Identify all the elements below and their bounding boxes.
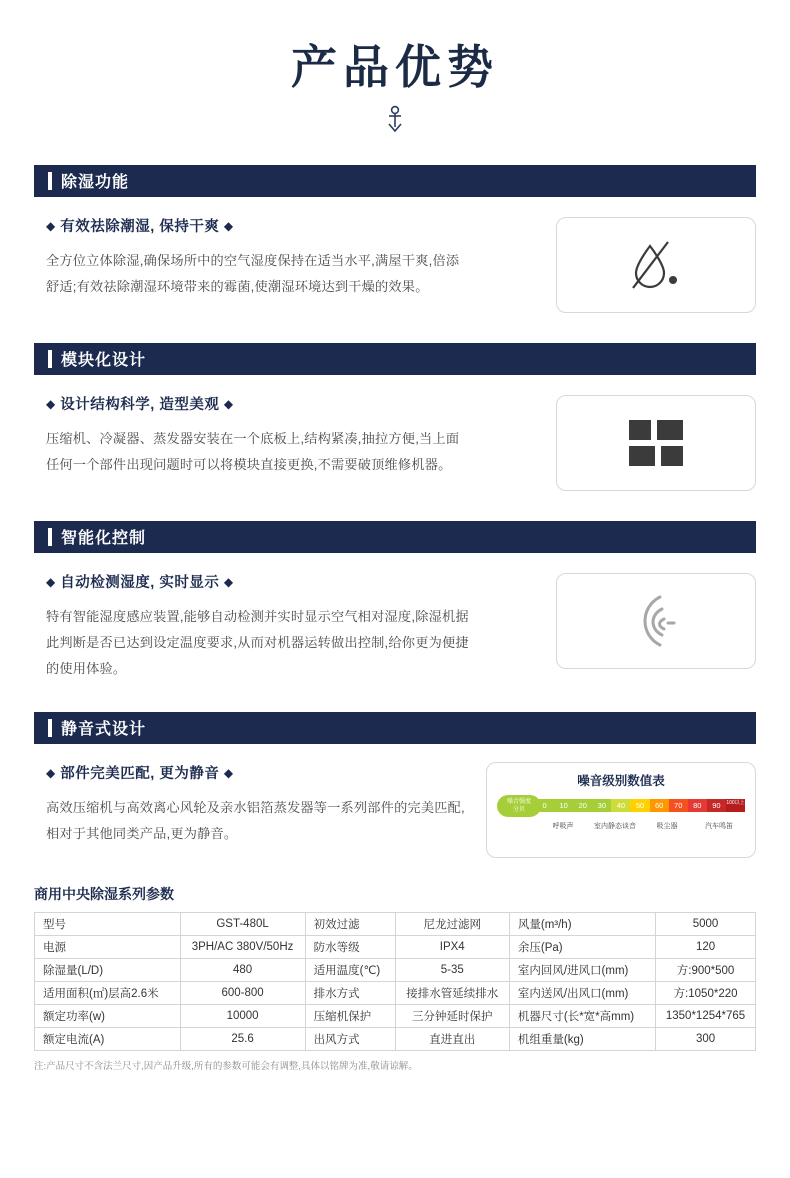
table-cell-label: 型号 xyxy=(35,912,181,935)
noise-tick: 80 xyxy=(688,799,707,812)
signal-waves-icon xyxy=(630,593,682,649)
section-paragraph: 高效压缩机与高效离心风轮及亲水铝箔蒸发器等一系列部件的完美匹配,相对于其他同类产品,更为静音。 xyxy=(46,799,465,841)
section-body-modular xyxy=(34,393,756,491)
noise-annotation: 汽车鸣笛 xyxy=(705,822,733,830)
table-row xyxy=(35,958,756,981)
section-paragraph: 特有智能湿度感应装置,能够自动检测并实时显示空气相对湿度,除湿机据此判断是否已达到设定温度要求,从而对机器运转做出控制,给你更为便捷的使用体验。 xyxy=(46,608,469,676)
table-cell-label: 适用温度(℃) xyxy=(305,958,395,981)
table-cell-value: 25.6 xyxy=(180,1027,305,1050)
table-cell-value: 方:900*500 xyxy=(656,958,756,981)
diamond-icon: ◆ xyxy=(46,218,56,233)
diamond-icon: ◆ xyxy=(223,396,234,411)
table-cell-label: 排水方式 xyxy=(305,981,395,1004)
section-subhead-text: 有效祛除潮湿, 保持干爽 xyxy=(60,218,220,235)
table-cell-value: GST-480L xyxy=(180,912,305,935)
noise-annotation: 吸尘器 xyxy=(656,822,678,830)
table-cell-label: 出风方式 xyxy=(305,1027,395,1050)
section-smart-control xyxy=(34,521,756,682)
table-cell-value: IPX4 xyxy=(395,935,509,958)
table-cell-label: 室内送风/出风口(mm) xyxy=(509,981,655,1004)
section-silent-design xyxy=(34,712,756,858)
spec-title: 商用中央除湿系列参数 xyxy=(34,885,174,902)
diamond-icon: ◆ xyxy=(223,574,234,589)
table-cell-label: 初效过滤 xyxy=(305,912,395,935)
page-header xyxy=(0,0,790,135)
noise-tick: 50 xyxy=(630,799,649,812)
table-cell-value: 300 xyxy=(656,1027,756,1050)
bar-tick-icon xyxy=(48,528,52,546)
section-paragraph: 全方位立体除湿,确保场所中的空气湿度保持在适当水平,满屋干爽,倍添舒适;有效祛除潮湿环境带来的霉菌,使潮湿环境达到干燥的效果。 xyxy=(46,252,460,294)
section-subhead xyxy=(46,762,468,783)
section-bar-dehumidify xyxy=(34,165,756,197)
noise-tick: 100以上 xyxy=(726,799,745,812)
noise-tick: 40 xyxy=(611,799,630,812)
diamond-icon: ◆ xyxy=(223,218,234,233)
table-cell-value: 480 xyxy=(180,958,305,981)
illustration-signal-waves xyxy=(556,573,756,669)
page-title: 产品优势 xyxy=(291,40,499,94)
illustration-no-water-drop xyxy=(556,217,756,313)
noise-tick-strip xyxy=(535,799,745,812)
table-cell-value: 三分钟延时保护 xyxy=(395,1004,509,1027)
noise-annotation: 呼吸声 xyxy=(552,822,574,830)
noise-tick: 0 xyxy=(535,799,554,812)
section-paragraph: 压缩机、冷凝器、蒸发器安装在一个底板上,结构紧凑,抽拉方便,当上面任何一个部件出现问题时可以将模块直接更换,不需要破顶维修机器。 xyxy=(46,430,460,472)
table-row xyxy=(35,935,756,958)
section-bar-silent-design xyxy=(34,712,756,744)
table-cell-value: 尼龙过滤网 xyxy=(395,912,509,935)
diamond-icon: ◆ xyxy=(46,574,56,589)
noise-tick: 60 xyxy=(650,799,669,812)
noise-tick: 10 xyxy=(554,799,573,812)
table-cell-label: 机器尺寸(长*宽*高mm) xyxy=(509,1004,655,1027)
section-dehumidify xyxy=(34,165,756,313)
table-cell-value: 5-35 xyxy=(395,958,509,981)
section-text xyxy=(34,393,556,478)
bar-tick-icon xyxy=(48,719,52,737)
section-subhead-text: 部件完美匹配, 更为静音 xyxy=(60,765,220,782)
noise-level-chart xyxy=(486,762,756,858)
table-cell-label: 风量(m³/h) xyxy=(509,912,655,935)
spec-table xyxy=(34,912,756,1051)
section-modular xyxy=(34,343,756,491)
spec-table-body xyxy=(35,912,756,1050)
section-bar-smart-control xyxy=(34,521,756,553)
table-cell-label: 适用面积(㎡)层高2.6米 xyxy=(35,981,181,1004)
diamond-icon: ◆ xyxy=(46,765,56,780)
noise-intensity-badge: 噪音强度 分贝 xyxy=(497,795,541,817)
table-cell-label: 机组重量(kg) xyxy=(509,1027,655,1050)
noise-tick: 90 xyxy=(707,799,726,812)
section-body-dehumidify xyxy=(34,215,756,313)
four-squares-icon xyxy=(629,420,683,466)
section-body-smart-control xyxy=(34,571,756,682)
spec-note: 注:产品尺寸不含法兰尺寸,因产品升级,所有的参数可能会有调整,具体以铭牌为准,敬请谅解。 xyxy=(34,1060,418,1072)
table-cell-value: 5000 xyxy=(656,912,756,935)
no-water-drop-icon xyxy=(628,236,684,294)
table-cell-label: 室内回风/进风口(mm) xyxy=(509,958,655,981)
section-bar-label: 智能化控制 xyxy=(61,530,147,548)
table-cell-label: 除湿量(L/D) xyxy=(35,958,181,981)
table-cell-label: 额定电流(A) xyxy=(35,1027,181,1050)
diamond-icon: ◆ xyxy=(46,396,56,411)
section-subhead-text: 自动检测湿度, 实时显示 xyxy=(60,574,220,591)
section-bar-label: 除湿功能 xyxy=(61,174,130,192)
table-cell-value: 3PH/AC 380V/50Hz xyxy=(180,935,305,958)
noise-tick: 30 xyxy=(592,799,611,812)
section-bar-modular xyxy=(34,343,756,375)
section-text xyxy=(34,762,486,847)
table-row xyxy=(35,1004,756,1027)
section-subhead xyxy=(46,393,538,414)
table-row xyxy=(35,981,756,1004)
table-row xyxy=(35,1027,756,1050)
anchor-icon xyxy=(0,105,790,135)
noise-annotations xyxy=(497,821,745,831)
noise-annotation: 室内静态谈音 xyxy=(594,822,636,830)
noise-tick: 70 xyxy=(669,799,688,812)
diamond-icon: ◆ xyxy=(223,765,234,780)
section-bar-label: 静音式设计 xyxy=(61,721,147,739)
table-row xyxy=(35,912,756,935)
section-subhead xyxy=(46,215,538,236)
bar-tick-icon xyxy=(48,350,52,368)
section-subhead xyxy=(46,571,538,592)
table-cell-label: 压缩机保护 xyxy=(305,1004,395,1027)
illustration-four-squares xyxy=(556,395,756,491)
section-text xyxy=(34,571,556,682)
noise-tick: 20 xyxy=(573,799,592,812)
table-cell-label: 额定功率(w) xyxy=(35,1004,181,1027)
noise-scale xyxy=(497,795,745,817)
table-cell-value: 600-800 xyxy=(180,981,305,1004)
noise-chart-title: 噪音级别数值表 xyxy=(577,773,665,788)
table-cell-label: 余压(Pa) xyxy=(509,935,655,958)
section-body-silent-design xyxy=(34,762,756,858)
table-cell-value: 方:1050*220 xyxy=(656,981,756,1004)
section-subhead-text: 设计结构科学, 造型美观 xyxy=(60,396,220,413)
section-bar-label: 模块化设计 xyxy=(61,352,147,370)
spec-section xyxy=(34,884,756,1072)
table-cell-value: 直进直出 xyxy=(395,1027,509,1050)
bar-tick-icon xyxy=(48,172,52,190)
table-cell-value: 120 xyxy=(656,935,756,958)
table-cell-label: 电源 xyxy=(35,935,181,958)
table-cell-value: 1350*1254*765 xyxy=(656,1004,756,1027)
section-text xyxy=(34,215,556,300)
table-cell-value: 接排水管延续排水 xyxy=(395,981,509,1004)
table-cell-value: 10000 xyxy=(180,1004,305,1027)
table-cell-label: 防水等级 xyxy=(305,935,395,958)
